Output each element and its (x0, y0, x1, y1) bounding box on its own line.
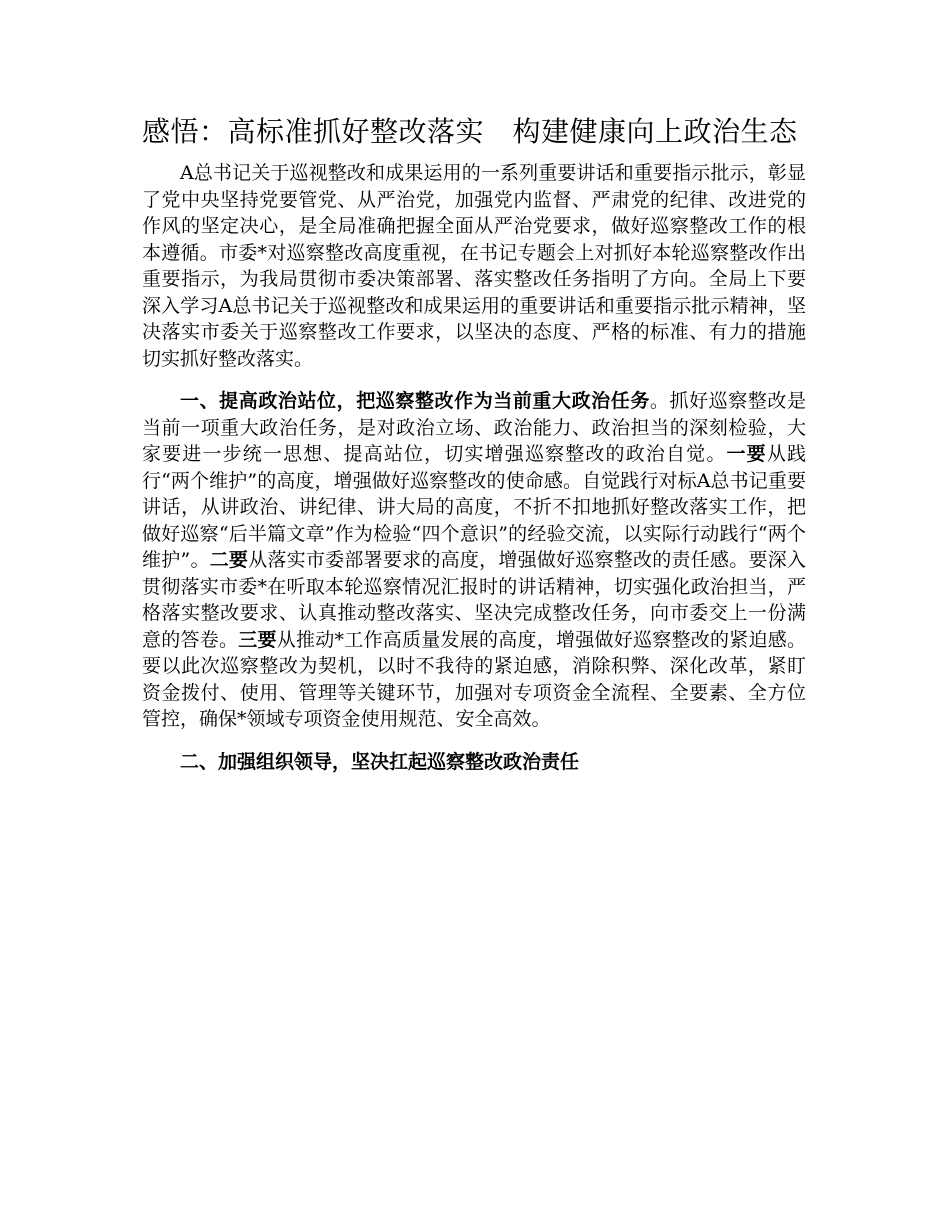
section1-paragraph (142, 388, 806, 733)
point3-text: 从推动*工作高质量发展的高度，增强做好巡察整改的紧迫感。要以此次巡察整改为契机，以时不我待的紧迫感，消除积弊、深化改革，紧盯资金拨付、使用、管理等关键环节，加强对专项资金全流程、全要素、全方位管控，确保*领域专项资金使用规范、安全高效。 (142, 628, 806, 730)
section2-heading: 二、加强组织领导，坚决扛起巡察整改政治责任 (180, 750, 580, 773)
document-page (142, 112, 806, 775)
section1-heading: 一、提高政治站位，把巡察整改作为当前重大政治任务 (180, 390, 650, 412)
intro-paragraph: A总书记关于巡视整改和成果运用的一系列重要讲话和重要指示批示，彰显了党中央坚持党要管党、从严治党，加强党内监督、严肃党的纪律、改进党的作风的坚定决心，是全局准确把握全面从严治党要求，做好巡察整改工作的根本遵循。市委*对巡察整改高度重视，在书记专题会上对抓好本轮巡察整改作出重要指示，为我局贯彻市委决策部署、落实整改任务指明了方向。全局上下要深入学习A总书记关于巡视整改和成果运用的重要讲话和重要指示批示精神，坚决落实市委关于巡察整改工作要求，以坚决的态度、严格的标准、有力的措施切实抓好整改落实。 (142, 162, 806, 370)
section1-text: 。抓好巡察整改是当前一项重大政治任务，是对政治立场、政治能力、政治担当的深刻检验，大家要进一步统一思想、提高站位，切实增强巡察整改的政治自觉。 (142, 390, 806, 465)
point1-label: 一要 (726, 443, 767, 465)
point2-text: 从落实市委部署要求的高度，增强做好巡察整改的责任感。要深入贯彻落实市委*在听取本轮巡察情况汇报时的讲话精神，切实强化政治担当，严格落实整改要求、认真推动整改落实、坚决完成整改任务，向市委交上一份满意的答卷。 (142, 549, 806, 651)
point1-text: 从践行“两个维护”的高度，增强做好巡察整改的使命感。自觉践行对标A总书记重要讲话，从讲政治、讲纪律、讲大局的高度，不折不扣地抓好整改落实工作，把做好巡察“后半篇文章”作为检验“四个意识”的经验交流，以实际行动践行“两个维护”。 (142, 443, 806, 571)
point2-label: 二要 (209, 549, 249, 571)
document-title: 感悟：高标准抓好整改落实 构建健康向上政治生态 (142, 115, 798, 148)
point3-label: 三要 (238, 628, 277, 651)
